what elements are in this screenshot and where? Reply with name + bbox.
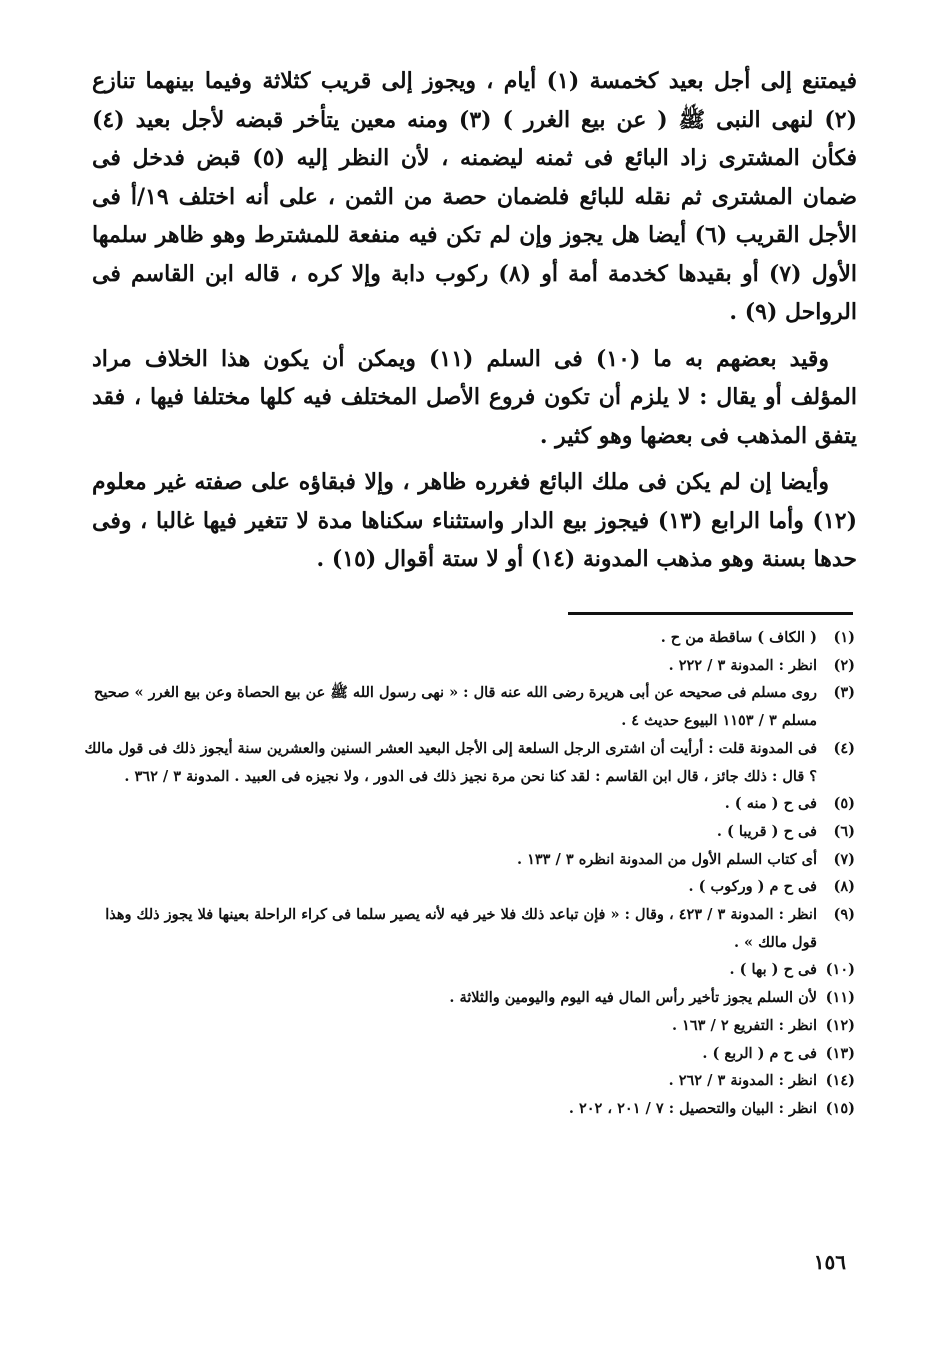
footnote (80, 818, 855, 846)
footnote (80, 1067, 855, 1095)
footnote-text: انظر : المدونة ٣ / ٤٢٣ ، وقال : « فإن تباعد ذلك فلا خير فيه لأنه يصير سلما فى كراء الراحلة بعينها فلا يجوز ذلك وهذا قول مالك » . (105, 906, 817, 951)
footnote (80, 735, 855, 790)
footnote-number: (٦) (833, 822, 855, 840)
main-text (92, 62, 857, 587)
footnote-text: انظر : المدونة ٣ / ٢٦٢ . (668, 1072, 817, 1090)
footnote (80, 790, 855, 818)
footnote-text: فى المدونة قلت : أرأيت أن اشترى الرجل السلعة إلى الأجل البعيد العشر السنين والعشرين سنة أيجوز ذلك فى قول مالك ؟ قال : ذلك جائز ، قال ابن القاسم : لقد كنا نحن مرة نجيز ذلك فى الدور ، ولا نجيزه فى العبيد . المدونة ٣ / ٣٦٢ . (84, 739, 817, 785)
footnote-text: انظر : البيان والتحصيل : ٧ / ٢٠١ ، ٢٠٢ . (568, 1099, 817, 1117)
footnote (80, 984, 855, 1012)
footnote-text: فى ح ( بها ) . (729, 961, 817, 979)
footnote-text: أى كتاب السلم الأول من المدونة انظره ٣ / ١٣٣ . (516, 850, 817, 868)
footnote-number: (٨) (833, 878, 855, 896)
footnote-number: (٩) (833, 906, 855, 924)
footnote-number: (١١) (825, 989, 855, 1007)
footnote (80, 901, 855, 956)
footnote-text: انظر : المدونة ٣ / ٢٢٢ . (668, 656, 817, 674)
footnote (80, 1095, 855, 1123)
footnote-text: فى ح م ( الربع ) . (702, 1044, 817, 1062)
paragraph-1: فيمتنع إلى أجل بعيد كخمسة (١) أيام ، ويجوز إلى قريب كثلاثة وفيما بينهما تنازع (٢) لنهى النبى ﷺ ( عن بيع الغرر ) (٣) ومنه معين يتأخر قبضه لأجل بعيد (٤) فكأن المشترى زاد البائع فى ثمنه ليضمنه ، لأن النظر إليه (٥) قبض فدخل فى ضمان المشترى ثم نقله للبائع فلضمان حصة من الثمن ، على أنه اختلف ١٩/أ فى الأجل القريب (٦) أيضا هل يجوز وإن لم تكن فيه منفعة للمشترط وهو ظاهر سلمها الأول (٧) أو بقيدها كخدمة أمة أو (٨) ركوب دابة وإلا كره ، قاله ابن القاسم فى الرواحل (٩) . (92, 68, 858, 325)
paragraph-2: وقيد بعضهم به ما (١٠) فى السلم (١١) ويمكن أن يكون هذا الخلاف مراد المؤلف أو يقال : لا يلزم أن تكون فروع الأصل المختلف فيه كلها مختلفا فيها ، فقد يتفق المذهب فى بعضها وهو كثير . (92, 345, 857, 449)
footnotes (80, 624, 855, 1123)
footnote-number: (١٥) (825, 1099, 855, 1117)
footnote-text: لأن السلم يجوز تأخير رأس المال فيه اليوم واليومين والثلاثة . (449, 989, 817, 1007)
footnote-text: فى ح ( منه ) . (724, 795, 817, 813)
footnote-number: (٣) (833, 684, 855, 702)
footnote (80, 846, 855, 874)
footnote-number: (١٣) (825, 1044, 855, 1062)
footnote (80, 1040, 855, 1068)
footnote-number: (٤) (833, 739, 855, 757)
footnote-text: انظر : التفريع ٢ / ١٦٣ . (671, 1016, 817, 1034)
footnote-text: ( الكاف ) ساقطة من ح . (660, 629, 817, 646)
footnote-number: (٧) (833, 850, 855, 868)
footnote (80, 624, 855, 652)
footnote-text: فى ح م ( وركوب ) . (688, 878, 817, 896)
footnote (80, 956, 855, 984)
footnote (80, 1012, 855, 1040)
footnote (80, 652, 855, 680)
footnote-text: فى ح ( قريبا ) . (716, 822, 817, 840)
footnote-number: (٢) (833, 656, 855, 674)
footnote-number: (١٢) (825, 1016, 855, 1034)
footnote (80, 679, 855, 734)
footnote-number: (٥) (833, 795, 855, 813)
page-number: ١٥٦ (813, 1250, 846, 1274)
footnote-separator (568, 612, 853, 615)
footnote-number: (١) (833, 629, 855, 646)
footnote-number: (١٤) (825, 1072, 855, 1090)
footnote-number: (١٠) (825, 961, 855, 979)
footnote (80, 873, 855, 901)
paragraph-3: وأيضا إن لم يكن فى ملك البائع فغرره ظاهر ، وإلا فبقاؤه على صفته غير معلوم (١٢) وأما الرابع (١٣) فيجوز بيع الدار واستثناء سكناها مدة لا تتغير فيها غالبا ، وفى حدها بسنة وهو مذهب المدونة (١٤) أو لا ستة أقوال (١٥) . (92, 469, 857, 572)
footnote-text: روى مسلم فى صحيحه عن أبى هريرة رضى الله عنه قال : « نهى رسول الله ﷺ عن بيع الحصاة وعن بيع الغرر » صحيح مسلم ٣ / ١١٥٣ البيوع حديث ٤ . (94, 684, 817, 730)
